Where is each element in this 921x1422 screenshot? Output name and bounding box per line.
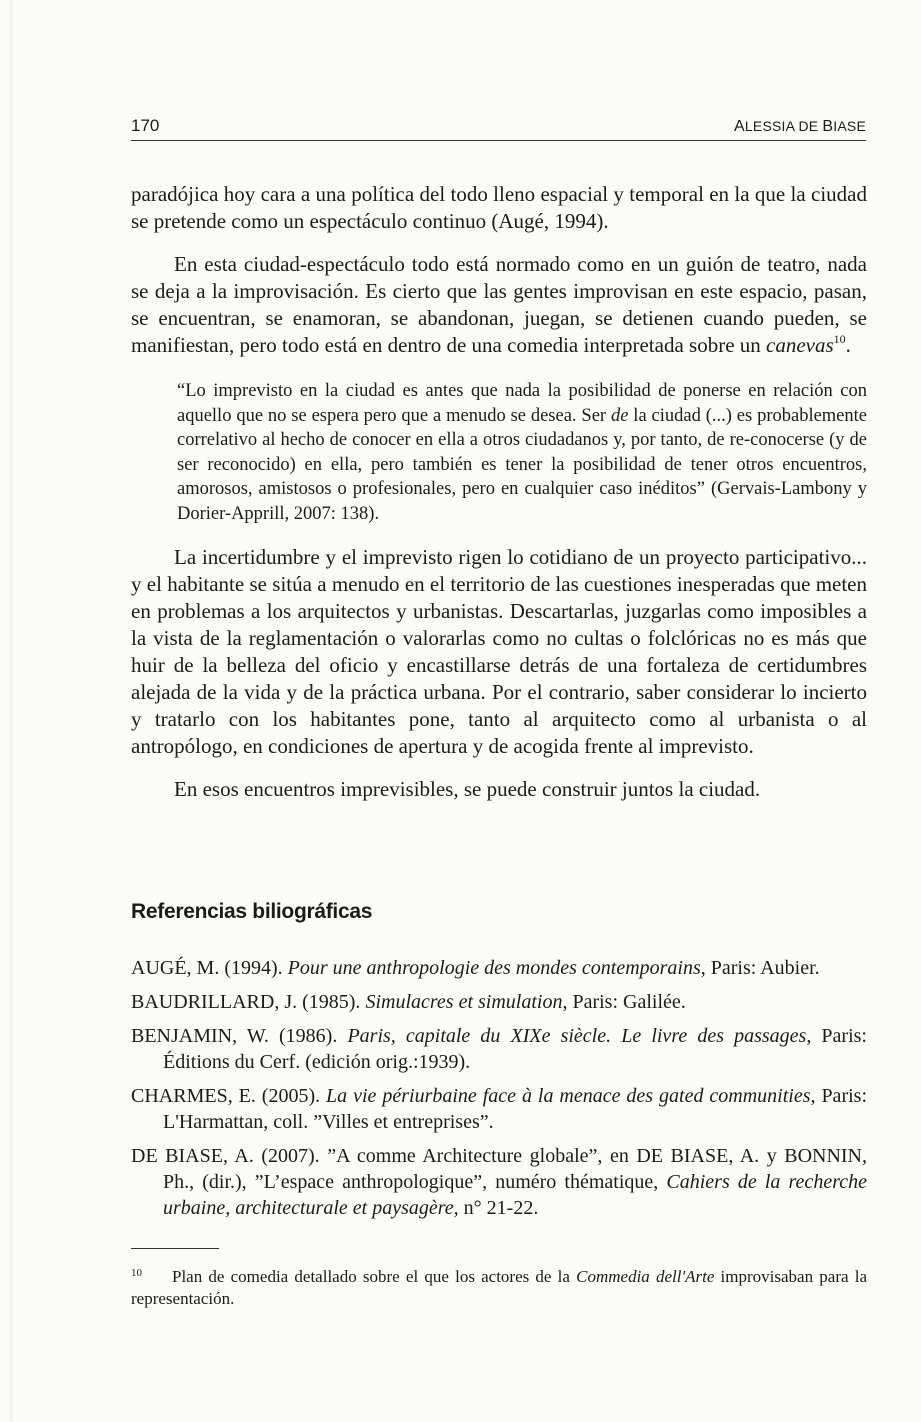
reference-item — [131, 955, 867, 981]
reference-item — [131, 989, 867, 1015]
footnote-text-b: improvisaban para la representación. — [131, 1267, 867, 1308]
paragraph-4: En esos encuentros imprevisibles, se puede construir juntos la ciudad. — [174, 777, 761, 801]
paragraph-1: paradójica hoy cara a una política del todo lleno espacial y temporal en la que la ciudad se pretende como un espectáculo continuo (Augé, 1994). — [131, 182, 867, 233]
reference-publisher: , Paris: Aubier. — [700, 957, 820, 979]
footnote-text-a: Plan de comedia detallado sobre el que los actores de la — [172, 1267, 577, 1286]
running-header — [131, 114, 866, 141]
running-author — [734, 118, 866, 136]
author-initial-b: B — [822, 118, 834, 135]
quote-italic: de — [610, 405, 629, 426]
quote-text-b: la ciudad (...) es probablemente correlativo al hecho de conocer en ella a otros ciudadanos y, por tanto, de re-conocerse (y de ser reconocido) en ella, pero también es tener la posibilidad de tener otros encuentros, amorosos, amistosos o profesionales, pero en cualquier caso inéditos” (Gervais-Lambony y Dorier-Apprill, 2007: 138). — [177, 405, 867, 524]
footnote-ref: 10 — [833, 332, 846, 346]
paragraph-2-italic: canevas — [766, 333, 834, 357]
block-quote — [177, 379, 867, 526]
reference-author: BENJAMIN, W. (1986). — [131, 1025, 348, 1047]
reference-item — [131, 1143, 867, 1221]
reference-author: BAUDRILLARD, J. (1985). — [131, 991, 366, 1013]
paragraph-3: La incertidumbre y el imprevisto rigen lo cotidiano de un proyecto participativo... y el habitante se sitúa a menudo en el territorio de las cuestiones inesperadas que meten en problemas a los arquitectos y urbanistas. Descartarlas, juzgarlas como imposibles a la vista de la reglamentación o valorarlas como no cultas o folclóricas no es más que huir de la belleza del oficio y encastillarse detrás de una fortaleza de certidumbres alejada de la vida y de la práctica urbana. Por el contrario, saber considerar lo incierto y tratarlo con los habitantes pone, tanto al arquitecto como al urbanista o al antropólogo, en condiciones de apertura y de acogida frente al imprevisto. — [131, 545, 867, 758]
reference-publisher: , Paris: Galilée. — [562, 991, 686, 1013]
reference-title: La vie périurbaine face à la menace des gated communities — [326, 1085, 811, 1107]
references-heading: Referencias biliográficas — [131, 900, 373, 923]
references-list — [131, 955, 867, 1229]
reference-title: Cahiers de la recherche urbaine, architecturale et paysagère — [163, 1171, 867, 1219]
reference-author: CHARMES, E. (2005). — [131, 1085, 327, 1107]
reference-author: DE BIASE, A. (2007). ”A comme Architecture globale”, en DE BIASE, A. y BONNIN, Ph., (dir.), ”L’espace anthropologique”, numéro thématique, — [131, 1145, 867, 1193]
paragraph-2 — [131, 251, 867, 359]
author-part-a: LESSIA DE — [744, 118, 823, 134]
reference-author: AUGÉ, M. (1994). — [131, 957, 288, 979]
author-part-b: IASE — [833, 118, 866, 134]
reference-item — [131, 1083, 867, 1135]
footnote — [131, 1262, 867, 1310]
footnote-number: 10 — [131, 1267, 142, 1279]
reference-publisher: , Paris: L'Harmattan, coll. ”Villes et entreprises”. — [163, 1085, 867, 1133]
page-number: 170 — [131, 116, 160, 135]
paragraph-2-end: . — [845, 333, 851, 357]
quote-text-a: “Lo imprevisto en la ciudad es antes que nada la posibilidad de ponerse en relación con aquello que no se espera pero que a menudo se desea. Ser — [177, 381, 867, 426]
reference-title: Simulacres et simulation — [365, 991, 563, 1013]
reference-title: Paris, capitale du XIXe siècle. Le livre des passages — [347, 1025, 807, 1047]
paragraph-2-text: En esta ciudad-espectáculo todo está normado como en un guión de teatro, nada se deja a la improvisación. Es cierto que las gentes improvisan en este espacio, pasan, se encuentran, se enamoran, se abandonan, juegan, se detienen cuando pueden, se manifiestan, pero todo está en dentro de una comedia interpretada sobre un — [131, 252, 867, 357]
reference-publisher: , n° 21-22. — [453, 1197, 539, 1219]
footnote-italic: Commedia dell'Arte — [576, 1267, 715, 1286]
body-text — [131, 181, 867, 819]
reference-item — [131, 1023, 867, 1075]
footnote-divider — [131, 1248, 219, 1249]
reference-title: Pour une anthropologie des mondes contemporains — [287, 957, 701, 979]
page-gutter-shadow — [10, 0, 14, 1422]
author-initial-a: A — [734, 118, 745, 135]
reference-publisher: , Paris: Éditions du Cerf. (edición orig.:1939). — [163, 1025, 867, 1073]
